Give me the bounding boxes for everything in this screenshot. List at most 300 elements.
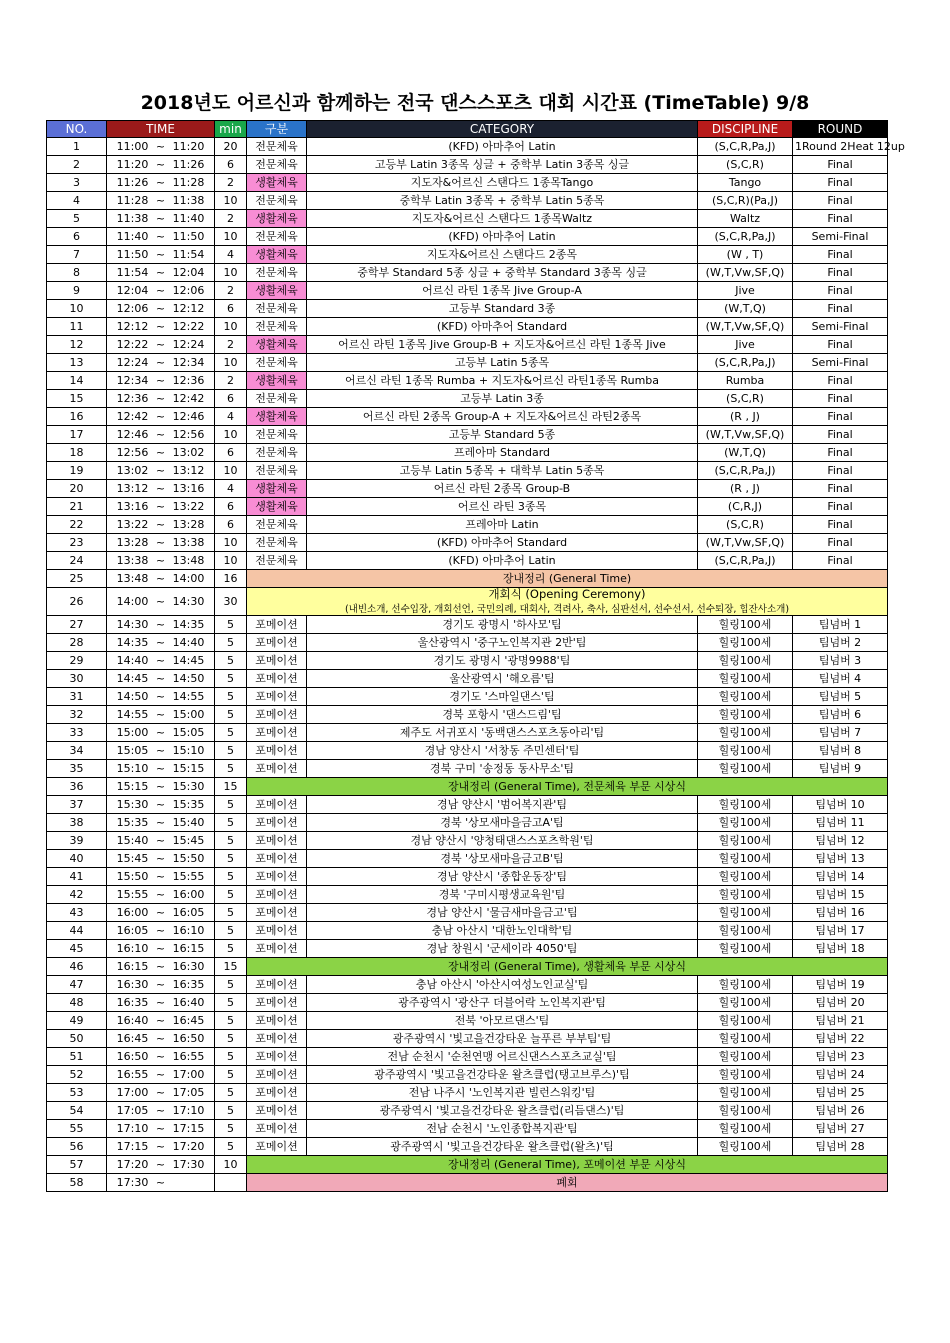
row-time xyxy=(107,588,215,616)
row-discipline: (W , T) xyxy=(698,246,793,264)
time-start: 15:50 xyxy=(116,870,149,884)
row-category: 전남 순천시 '노인종합복지관'팀 xyxy=(307,1120,698,1138)
time-end: 11:54 xyxy=(172,247,205,261)
time-end: 13:38 xyxy=(172,535,205,549)
row-discipline: 힐링100세 xyxy=(698,634,793,652)
row-discipline: (W,T,Vw,SF,Q) xyxy=(698,264,793,282)
time-separator: ~ xyxy=(155,1014,166,1028)
row-gubun: 전문체육 xyxy=(247,354,307,372)
time-separator: ~ xyxy=(155,1086,166,1100)
time-end: 12:22 xyxy=(172,319,205,333)
table-row xyxy=(47,228,888,246)
row-category: 경북 포항시 '댄스드림'팀 xyxy=(307,706,698,724)
time-start: 12:22 xyxy=(116,337,149,351)
row-time xyxy=(107,498,215,516)
row-time xyxy=(107,652,215,670)
row-time xyxy=(107,318,215,336)
row-gubun: 전문체육 xyxy=(247,444,307,462)
row-no: 55 xyxy=(47,1120,107,1138)
row-no: 34 xyxy=(47,742,107,760)
row-min: 15 xyxy=(215,958,247,976)
table-row xyxy=(47,706,888,724)
time-end: 12:06 xyxy=(172,283,205,297)
table-row xyxy=(47,282,888,300)
time-separator: ~ xyxy=(155,211,166,225)
row-time xyxy=(107,264,215,282)
row-time xyxy=(107,570,215,588)
row-gubun: 포메이션 xyxy=(247,1102,307,1120)
row-no: 23 xyxy=(47,534,107,552)
time-end: 16:55 xyxy=(172,1050,205,1064)
row-category: 고등부 Standard 3종 xyxy=(307,300,698,318)
time-start: 12:34 xyxy=(116,373,149,387)
row-no: 14 xyxy=(47,372,107,390)
time-end: 11:40 xyxy=(172,211,205,225)
table-row xyxy=(47,1174,888,1192)
time-end: 13:28 xyxy=(172,517,205,531)
row-gubun: 포메이션 xyxy=(247,616,307,634)
time-separator: ~ xyxy=(155,337,166,351)
time-end: 16:05 xyxy=(172,906,205,920)
time-separator: ~ xyxy=(155,834,166,848)
row-no: 56 xyxy=(47,1138,107,1156)
row-event-span xyxy=(247,1156,888,1174)
row-round: Final xyxy=(793,552,888,570)
time-end: 15:35 xyxy=(172,798,205,812)
row-min: 2 xyxy=(215,372,247,390)
row-no: 15 xyxy=(47,390,107,408)
row-round: Final xyxy=(793,498,888,516)
time-start: 14:30 xyxy=(116,618,149,632)
row-round: 팀넘버 7 xyxy=(793,724,888,742)
time-separator: ~ xyxy=(155,1068,166,1082)
row-gubun: 포메이션 xyxy=(247,1138,307,1156)
time-start: 12:12 xyxy=(116,319,149,333)
time-separator: ~ xyxy=(155,445,166,459)
time-end: 15:55 xyxy=(172,870,205,884)
row-discipline: 힐링100세 xyxy=(698,652,793,670)
row-min: 10 xyxy=(215,426,247,444)
row-category: 어르신 라틴 1종목 Rumba + 지도자&어르신 라틴1종목 Rumba xyxy=(307,372,698,390)
row-min: 5 xyxy=(215,670,247,688)
row-discipline: 힐링100세 xyxy=(698,1012,793,1030)
time-start: 16:55 xyxy=(116,1068,149,1082)
table-row xyxy=(47,796,888,814)
row-min: 6 xyxy=(215,444,247,462)
row-time xyxy=(107,174,215,192)
row-category: 프레아마 Latin xyxy=(307,516,698,534)
row-discipline: (W,T,Q) xyxy=(698,300,793,318)
time-end: 17:15 xyxy=(172,1122,205,1136)
row-time xyxy=(107,976,215,994)
time-start: 15:30 xyxy=(116,798,149,812)
event-title: 장내정리 (General Time), 생활체육 부문 시상식 xyxy=(448,960,686,974)
row-min: 2 xyxy=(215,282,247,300)
time-separator: ~ xyxy=(155,265,166,279)
row-min: 5 xyxy=(215,1030,247,1048)
row-discipline: 힐링100세 xyxy=(698,706,793,724)
row-time xyxy=(107,300,215,318)
table-row xyxy=(47,814,888,832)
row-no: 52 xyxy=(47,1066,107,1084)
row-discipline: (S,C,R,Pa,J) xyxy=(698,138,793,156)
table-row xyxy=(47,1012,888,1030)
row-no: 47 xyxy=(47,976,107,994)
row-no: 54 xyxy=(47,1102,107,1120)
time-end: 14:40 xyxy=(172,636,205,650)
row-min: 4 xyxy=(215,408,247,426)
table-row xyxy=(47,868,888,886)
row-category: 경기도 광명시 '광명9988'팀 xyxy=(307,652,698,670)
row-no: 6 xyxy=(47,228,107,246)
table-row xyxy=(47,138,888,156)
time-end: 14:35 xyxy=(172,618,205,632)
row-time xyxy=(107,336,215,354)
time-end: 16:35 xyxy=(172,978,205,992)
time-start: 11:00 xyxy=(116,139,149,153)
row-gubun: 포메이션 xyxy=(247,1066,307,1084)
time-separator: ~ xyxy=(155,906,166,920)
time-separator: ~ xyxy=(155,996,166,1010)
time-separator: ~ xyxy=(155,852,166,866)
time-end: 13:48 xyxy=(172,553,205,567)
table-row xyxy=(47,588,888,616)
row-category: 어르신 라틴 3종목 xyxy=(307,498,698,516)
table-row xyxy=(47,1120,888,1138)
time-separator: ~ xyxy=(155,960,166,974)
time-separator: ~ xyxy=(155,978,166,992)
time-start: 17:00 xyxy=(116,1086,149,1100)
row-discipline: 힐링100세 xyxy=(698,1066,793,1084)
row-gubun: 포메이션 xyxy=(247,886,307,904)
table-row xyxy=(47,498,888,516)
row-min: 2 xyxy=(215,210,247,228)
row-category: 고등부 Latin 5종목 xyxy=(307,354,698,372)
header-discipline: DISCIPLINE xyxy=(698,121,793,138)
row-min: 5 xyxy=(215,706,247,724)
row-min: 6 xyxy=(215,390,247,408)
row-no: 2 xyxy=(47,156,107,174)
row-min: 6 xyxy=(215,498,247,516)
time-separator: ~ xyxy=(155,942,166,956)
row-no: 46 xyxy=(47,958,107,976)
row-category: 어르신 라틴 2종목 Group-A + 지도자&어르신 라틴2종목 xyxy=(307,408,698,426)
time-start: 16:10 xyxy=(116,942,149,956)
time-separator: ~ xyxy=(155,139,166,153)
time-end: 11:50 xyxy=(172,229,205,243)
row-category: 광주광역시 '빛고을건강타운 왈츠클럽(탱고브루스)'팀 xyxy=(307,1066,698,1084)
row-gubun: 전문체육 xyxy=(247,192,307,210)
table-row xyxy=(47,246,888,264)
row-gubun: 생활체육 xyxy=(247,336,307,354)
table-row xyxy=(47,688,888,706)
row-gubun: 전문체육 xyxy=(247,516,307,534)
row-gubun: 포메이션 xyxy=(247,760,307,778)
row-gubun: 포메이션 xyxy=(247,850,307,868)
row-gubun: 전문체육 xyxy=(247,138,307,156)
time-separator: ~ xyxy=(155,517,166,531)
time-end: 12:24 xyxy=(172,337,205,351)
table-row xyxy=(47,462,888,480)
row-no: 42 xyxy=(47,886,107,904)
time-end: 12:56 xyxy=(172,427,205,441)
row-gubun: 포메이션 xyxy=(247,652,307,670)
row-category: 전남 나주시 '노인복지관 빌런스워킹'팀 xyxy=(307,1084,698,1102)
row-discipline: (W,T,Q) xyxy=(698,444,793,462)
time-start: 14:50 xyxy=(116,690,149,704)
row-round: 팀넘버 5 xyxy=(793,688,888,706)
row-discipline: (S,C,R) xyxy=(698,390,793,408)
row-discipline: (S,C,R) xyxy=(698,156,793,174)
time-end: 12:04 xyxy=(172,265,205,279)
row-discipline: 힐링100세 xyxy=(698,868,793,886)
time-start: 16:40 xyxy=(116,1014,149,1028)
row-gubun: 생활체육 xyxy=(247,498,307,516)
row-time xyxy=(107,534,215,552)
row-no: 4 xyxy=(47,192,107,210)
row-min: 5 xyxy=(215,922,247,940)
row-gubun: 전문체육 xyxy=(247,534,307,552)
row-round: 팀넘버 2 xyxy=(793,634,888,652)
row-discipline: (R , J) xyxy=(698,480,793,498)
row-min: 5 xyxy=(215,1120,247,1138)
row-no: 1 xyxy=(47,138,107,156)
row-min: 5 xyxy=(215,850,247,868)
row-min: 5 xyxy=(215,1066,247,1084)
row-category: 충남 아산시 '대한노인대학'팀 xyxy=(307,922,698,940)
row-round: 팀넘버 10 xyxy=(793,796,888,814)
table-row xyxy=(47,1084,888,1102)
row-gubun: 전문체육 xyxy=(247,390,307,408)
time-end: 14:50 xyxy=(172,672,205,686)
time-start: 12:56 xyxy=(116,445,149,459)
row-min: 10 xyxy=(215,462,247,480)
row-no: 35 xyxy=(47,760,107,778)
time-end: 15:50 xyxy=(172,852,205,866)
table-row xyxy=(47,354,888,372)
table-row xyxy=(47,300,888,318)
row-category: 고등부 Latin 5종목 + 대학부 Latin 5종목 xyxy=(307,462,698,480)
row-discipline: 힐링100세 xyxy=(698,742,793,760)
table-row xyxy=(47,264,888,282)
time-start: 12:06 xyxy=(116,301,149,315)
row-category: 지도자&어르신 스탠다드 1종목Tango xyxy=(307,174,698,192)
row-time xyxy=(107,1102,215,1120)
time-separator: ~ xyxy=(155,409,166,423)
row-round: Semi-Final xyxy=(793,228,888,246)
event-title: 장내정리 (General Time), 포메이션 부문 시상식 xyxy=(448,1158,686,1172)
row-no: 53 xyxy=(47,1084,107,1102)
time-end: 14:00 xyxy=(172,571,205,585)
row-min: 4 xyxy=(215,480,247,498)
row-no: 16 xyxy=(47,408,107,426)
table-row xyxy=(47,670,888,688)
time-separator: ~ xyxy=(155,175,166,189)
row-discipline: Tango xyxy=(698,174,793,192)
table-row xyxy=(47,570,888,588)
row-min: 10 xyxy=(215,192,247,210)
row-category: 경남 창원시 '군세이라 4050'팀 xyxy=(307,940,698,958)
time-separator: ~ xyxy=(155,1158,166,1172)
table-row xyxy=(47,1102,888,1120)
row-min: 5 xyxy=(215,1084,247,1102)
time-end: 11:26 xyxy=(172,157,205,171)
table-row xyxy=(47,760,888,778)
time-end: 16:10 xyxy=(172,924,205,938)
time-end: 11:20 xyxy=(172,139,205,153)
row-no: 19 xyxy=(47,462,107,480)
row-round: 팀넘버 11 xyxy=(793,814,888,832)
time-separator: ~ xyxy=(155,780,166,794)
row-gubun: 포메이션 xyxy=(247,724,307,742)
time-end: 15:15 xyxy=(172,762,205,776)
row-round: Final xyxy=(793,462,888,480)
row-time xyxy=(107,246,215,264)
row-no: 37 xyxy=(47,796,107,814)
row-min: 5 xyxy=(215,634,247,652)
row-gubun: 포메이션 xyxy=(247,868,307,886)
row-time xyxy=(107,778,215,796)
row-category: 지도자&어르신 스탠다드 1종목Waltz xyxy=(307,210,698,228)
row-no: 11 xyxy=(47,318,107,336)
time-separator: ~ xyxy=(155,654,166,668)
row-gubun: 생활체육 xyxy=(247,480,307,498)
time-end: 14:45 xyxy=(172,654,205,668)
row-min: 5 xyxy=(215,688,247,706)
time-start: 14:55 xyxy=(116,708,149,722)
time-end: 16:15 xyxy=(172,942,205,956)
row-category: 중학부 Latin 3종목 + 중학부 Latin 5종목 xyxy=(307,192,698,210)
time-start: 15:00 xyxy=(116,726,149,740)
time-start: 15:35 xyxy=(116,816,149,830)
row-discipline: (C,R,J) xyxy=(698,498,793,516)
row-time xyxy=(107,1030,215,1048)
row-no: 22 xyxy=(47,516,107,534)
row-category: 경북 '상모새마을금고B'팀 xyxy=(307,850,698,868)
row-gubun: 포메이션 xyxy=(247,832,307,850)
row-discipline: 힐링100세 xyxy=(698,670,793,688)
row-time xyxy=(107,1048,215,1066)
table-row xyxy=(47,922,888,940)
row-round: Semi-Final xyxy=(793,318,888,336)
row-no: 49 xyxy=(47,1012,107,1030)
time-start: 17:20 xyxy=(116,1158,149,1172)
header-gubun: 구분 xyxy=(247,121,307,138)
time-start: 16:35 xyxy=(116,996,149,1010)
row-round: 팀넘버 23 xyxy=(793,1048,888,1066)
time-separator: ~ xyxy=(155,816,166,830)
row-discipline: (S,C,R,Pa,J) xyxy=(698,552,793,570)
row-round: Final xyxy=(793,264,888,282)
time-separator: ~ xyxy=(155,481,166,495)
row-time xyxy=(107,1120,215,1138)
row-round: 팀넘버 19 xyxy=(793,976,888,994)
row-discipline: 힐링100세 xyxy=(698,1048,793,1066)
row-min: 6 xyxy=(215,300,247,318)
row-min: 5 xyxy=(215,652,247,670)
row-category: 프레아마 Standard xyxy=(307,444,698,462)
row-round: Final xyxy=(793,390,888,408)
row-category: (KFD) 아마추어 Standard xyxy=(307,534,698,552)
table-row xyxy=(47,778,888,796)
row-time xyxy=(107,1084,215,1102)
time-end: 14:30 xyxy=(172,595,205,608)
time-start: 15:10 xyxy=(116,762,149,776)
time-separator: ~ xyxy=(155,553,166,567)
table-row xyxy=(47,1048,888,1066)
header-row xyxy=(47,121,888,138)
row-discipline: 힐링100세 xyxy=(698,814,793,832)
row-min: 10 xyxy=(215,552,247,570)
row-time xyxy=(107,462,215,480)
row-discipline: 힐링100세 xyxy=(698,1138,793,1156)
row-category: (KFD) 아마추어 Standard xyxy=(307,318,698,336)
row-round: Final xyxy=(793,426,888,444)
row-round: 팀넘버 8 xyxy=(793,742,888,760)
row-round: Final xyxy=(793,444,888,462)
time-end: 11:28 xyxy=(172,175,205,189)
row-gubun: 전문체육 xyxy=(247,462,307,480)
row-gubun: 포메이션 xyxy=(247,976,307,994)
time-end: 16:50 xyxy=(172,1032,205,1046)
time-end: 16:40 xyxy=(172,996,205,1010)
time-start: 12:04 xyxy=(116,283,149,297)
time-start: 15:55 xyxy=(116,888,149,902)
table-row xyxy=(47,1156,888,1174)
time-end: 17:05 xyxy=(172,1086,205,1100)
row-time xyxy=(107,480,215,498)
row-gubun: 생활체육 xyxy=(247,210,307,228)
row-time xyxy=(107,210,215,228)
row-discipline: (W,T,Vw,SF,Q) xyxy=(698,318,793,336)
row-gubun: 전문체육 xyxy=(247,156,307,174)
table-row xyxy=(47,156,888,174)
time-separator: ~ xyxy=(155,1104,166,1118)
time-separator: ~ xyxy=(155,744,166,758)
table-row xyxy=(47,552,888,570)
time-separator: ~ xyxy=(155,319,166,333)
row-category: (KFD) 아마추어 Latin xyxy=(307,138,698,156)
row-discipline: 힐링100세 xyxy=(698,904,793,922)
row-discipline: 힐링100세 xyxy=(698,832,793,850)
time-start: 16:05 xyxy=(116,924,149,938)
row-gubun: 포메이션 xyxy=(247,922,307,940)
time-start: 11:20 xyxy=(116,157,149,171)
row-time xyxy=(107,408,215,426)
row-category: 경남 양산시 '범어복지관'팀 xyxy=(307,796,698,814)
row-time xyxy=(107,192,215,210)
row-time xyxy=(107,1174,215,1192)
time-separator: ~ xyxy=(155,595,166,608)
table-row xyxy=(47,336,888,354)
row-time xyxy=(107,390,215,408)
row-discipline: Rumba xyxy=(698,372,793,390)
row-time xyxy=(107,760,215,778)
time-separator: ~ xyxy=(155,618,166,632)
row-category: 전북 '아모르댄스'팀 xyxy=(307,1012,698,1030)
row-round: Final xyxy=(793,516,888,534)
row-no: 31 xyxy=(47,688,107,706)
row-discipline: Jive xyxy=(698,282,793,300)
row-gubun: 전문체육 xyxy=(247,228,307,246)
row-round: Final xyxy=(793,192,888,210)
row-round: Final xyxy=(793,174,888,192)
row-round: 팀넘버 16 xyxy=(793,904,888,922)
row-gubun: 포메이션 xyxy=(247,670,307,688)
row-discipline: 힐링100세 xyxy=(698,994,793,1012)
row-discipline: 힐링100세 xyxy=(698,688,793,706)
time-end: 16:00 xyxy=(172,888,205,902)
